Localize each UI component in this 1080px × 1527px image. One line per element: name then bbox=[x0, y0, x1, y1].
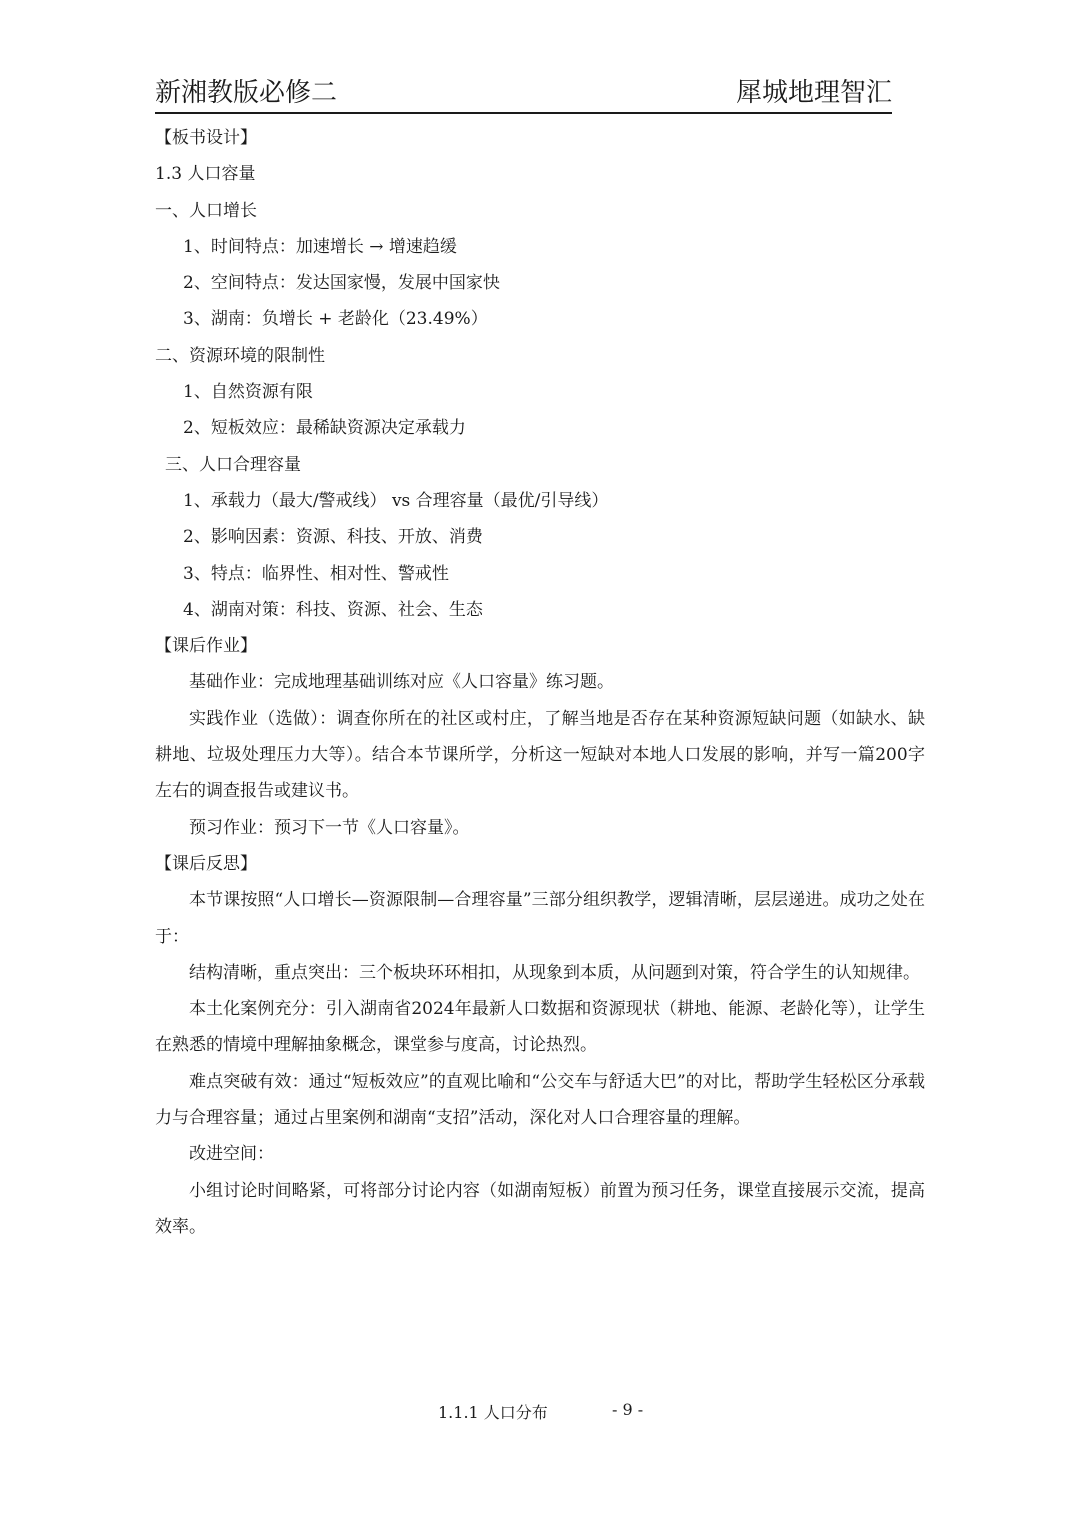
reflection-heading: 【课后反思】 bbox=[155, 853, 257, 874]
footer-section-label: 1.1.1 人口分布 bbox=[438, 1403, 548, 1422]
homework-basic: 基础作业：完成地理基础训练对应《人口容量》练习题。 bbox=[189, 672, 614, 693]
section-3-item: 2、影响因素：资源、科技、开放、消费 bbox=[183, 527, 483, 548]
section-1-item: 3、湖南：负增长 + 老龄化（23.49%） bbox=[183, 309, 488, 330]
section-2-title: 二、资源环境的限制性 bbox=[155, 345, 325, 366]
section-2-item: 2、短板效应：最稀缺资源决定承载力 bbox=[183, 418, 466, 439]
page-body bbox=[155, 120, 925, 1245]
reflection-paragraph: 改进空间： bbox=[189, 1144, 274, 1165]
homework-practice: 实践作业（选做）：调查你所在的社区或村庄，了解当地是否存在某种资源短缺问题（如缺水、缺耕地、垃圾处理压力大等）。结合本节课所学，分析这一短缺对本地人口发展的影响，并写一篇200字左右的调查报告或建议书。 bbox=[155, 708, 925, 802]
lesson-title: 1.3 人口容量 bbox=[155, 164, 256, 185]
page-header bbox=[155, 76, 892, 114]
section-1-item: 2、空间特点：发达国家慢，发展中国家快 bbox=[183, 273, 500, 294]
section-3-item: 1、承载力（最大/警戒线） vs 合理容量（最优/引导线） bbox=[183, 490, 609, 511]
section-3-title: 三、人口合理容量 bbox=[165, 454, 301, 475]
reflection-paragraph: 本节课按照“人口增长—资源限制—合理容量”三部分组织教学，逻辑清晰，层层递进。成功之处在于： bbox=[155, 890, 925, 947]
reflection-paragraph: 小组讨论时间略紧，可将部分讨论内容（如湖南短板）前置为预习任务，课堂直接展示交流，提高效率。 bbox=[155, 1180, 925, 1237]
header-left-title: 新湘教版必修二 bbox=[155, 78, 338, 108]
section-2-item: 1、自然资源有限 bbox=[183, 382, 313, 403]
reflection-paragraph: 难点突破有效：通过“短板效应”的直观比喻和“公交车与舒适大巴”的对比，帮助学生轻松区分承载力与合理容量；通过占里案例和湖南“支招”活动，深化对人口合理容量的理解。 bbox=[155, 1071, 925, 1129]
homework-heading: 【课后作业】 bbox=[155, 636, 257, 657]
reflection-paragraph: 结构清晰，重点突出：三个板块环环相扣，从现象到本质，从问题到对策，符合学生的认知规律。 bbox=[189, 962, 920, 983]
page-number: - 9 - bbox=[612, 1400, 644, 1419]
homework-preview: 预习作业：预习下一节《人口容量》。 bbox=[189, 817, 470, 838]
reflection-paragraph: 本土化案例充分：引入湖南省2024年最新人口数据和资源现状（耕地、能源、老龄化等），让学生在熟悉的情境中理解抽象概念，课堂参与度高，讨论热烈。 bbox=[155, 999, 925, 1056]
header-right-title: 犀城地理智汇 bbox=[735, 78, 892, 108]
board-heading: 【板书设计】 bbox=[155, 128, 257, 148]
section-3-item: 3、特点：临界性、相对性、警戒性 bbox=[183, 563, 449, 584]
section-1-title: 一、人口增长 bbox=[155, 200, 257, 221]
section-3-item: 4、湖南对策：科技、资源、社会、生态 bbox=[183, 599, 483, 620]
section-1-item: 1、时间特点：加速增长 → 增速趋缓 bbox=[183, 236, 457, 257]
